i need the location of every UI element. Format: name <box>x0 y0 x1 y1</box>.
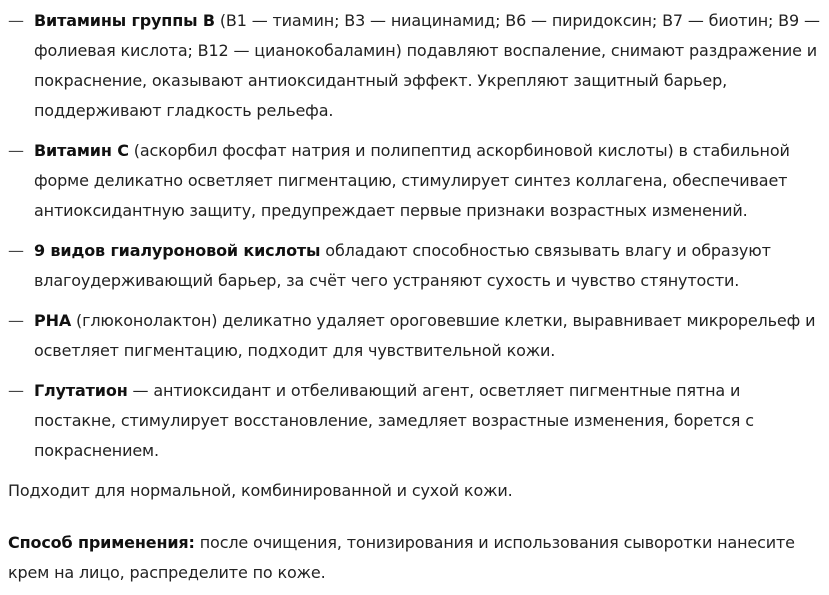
ingredient-description: (аскорбил фосфат натрия и полипептид аскорбиновой кислоты) в стабильной форме деликатно осветляет пигментацию, стимулирует синтез коллагена, обеспечивает антиоксидантную защиту, предупреждает первые признаки возрастных изменений. <box>34 141 790 220</box>
list-item <box>8 6 821 126</box>
dash-bullet: — <box>8 311 24 330</box>
usage-text: после очищения, тонизирования и использования сыворотки нанесите крем на лицо, распределите по коже. <box>8 533 795 582</box>
list-item <box>8 236 821 296</box>
dash-bullet: — <box>8 11 24 30</box>
ingredients-list <box>8 6 821 466</box>
ingredient-description: (B1 — тиамин; B3 — ниацинамид; B6 — пиридоксин; B7 — биотин; B9 — фолиевая кислота; B12 — цианокобаламин) подавляют воспаление, снимают раздражение и покраснение, оказывают антиоксидантный эффект. Укрепляют защитный барьер, поддерживают гладкость рельефа. <box>34 11 820 120</box>
dash-bullet: — <box>8 381 24 400</box>
list-item <box>8 376 821 466</box>
ingredient-description: — антиоксидант и отбеливающий агент, осветляет пигментные пятна и постакне, стимулирует восстановление, замедляет возрастные изменения, борется с покраснением. <box>34 381 754 460</box>
ingredient-title: Витамин С <box>34 141 129 160</box>
list-item <box>8 306 821 366</box>
list-item <box>8 136 821 226</box>
ingredient-title: 9 видов гиалуроновой кислоты <box>34 241 321 260</box>
ingredient-title: Витамины группы В <box>34 11 215 30</box>
ingredient-description: обладают способностью связывать влагу и образуют влагоудерживающий барьер, за счёт чего устраняют сухость и чувство стянутости. <box>34 241 771 290</box>
ingredient-title: Глутатион <box>34 381 128 400</box>
ingredient-description: (глюконолактон) деликатно удаляет ороговевшие клетки, выравнивает микрорельеф и осветляет пигментацию, подходит для чувствительной кожи. <box>34 311 816 360</box>
ingredient-title: PHA <box>34 311 72 330</box>
usage-paragraph <box>8 528 821 588</box>
dash-bullet: — <box>8 141 24 160</box>
dash-bullet: — <box>8 241 24 260</box>
usage-label: Способ применения: <box>8 533 195 552</box>
skin-type-text: Подходит для нормальной, комбинированной и сухой кожи. <box>8 481 513 500</box>
